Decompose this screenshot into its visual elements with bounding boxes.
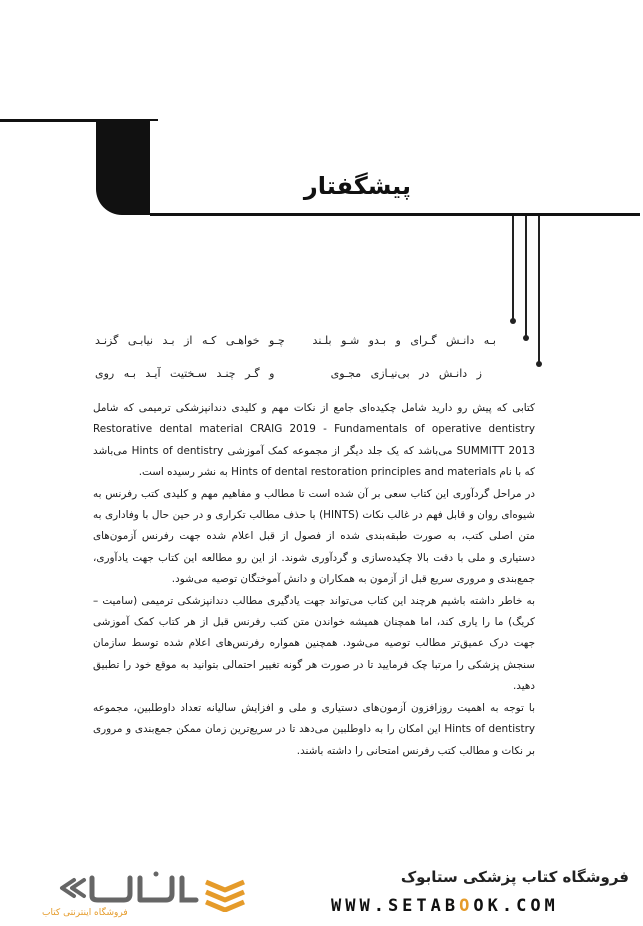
page-title: پیشگفتار xyxy=(303,172,411,200)
decorative-pin xyxy=(525,216,527,338)
url-part: WWW.SETAB xyxy=(331,896,460,916)
verse-line2-right: ز دانـش در بی‌نیـازی مجـوی xyxy=(330,367,482,380)
shop-name: فروشگاه کتاب پزشکی ستابوک xyxy=(400,868,629,886)
verse-line1-right: بـه دانـش گـرای و بـدو شـو بلـند xyxy=(312,334,496,347)
logo-subtitle: فروشگاه اینترنتی کتاب xyxy=(42,908,128,918)
setabook-logo[interactable] xyxy=(28,870,248,918)
preface-body xyxy=(93,398,535,762)
decorative-pin xyxy=(512,216,514,321)
url-part: OK.COM xyxy=(473,896,559,916)
header-rule-bottom xyxy=(150,213,640,216)
verse-line2-left: و گـر چنـد سـختیت آیـد بـه روی xyxy=(95,367,275,380)
body-paragraph: با توجه به اهمیت روزافزون آزمون‌های دستیاری و ملی و افزایش سالیانه تعداد داوطلبین، مجموعه Hints of dentistry این امکان را به داوطلبین می‌دهد تا در سریع‌ترین زمان ممکن جمع‌بندی و مروری بر نکات و مطالب کتب رفرنس امتحانی را داشته باشند. xyxy=(93,701,535,757)
url-accent-o: O xyxy=(459,896,474,916)
shop-url-link[interactable] xyxy=(331,896,559,916)
decorative-pin xyxy=(538,216,540,364)
book-stack-icon xyxy=(204,878,246,912)
verse-line1-left: چـو خواهـی کـه از بـد نیابـی گزنـد xyxy=(95,334,285,347)
body-paragraph: به خاطر داشته باشیم هرچند این کتاب می‌تواند جهت یادگیری مطالب دندانپزشکی ترمیمی (سامیت – کریگ) ما را یاری کند، اما همچنان همیشه خواندن متن کتب رفرنس قبل از هر کتاب کمک آموزشی جهت درک عمیق‌تر مطالب توصیه می‌شود. همچنین همواره رفرنس‌های اعلام شده توسط سازمان سنجش پزشکی را مرتبا چک فرمایید تا در صورت هر گونه تغییر احتمالی بتوانید به موقع خود را تطبیق دهید. xyxy=(93,594,535,693)
body-paragraph: کتابی که پیش رو دارید شامل چکیده‌ای جامع از نکات مهم و کلیدی دندانپزشکی ترمیمی که شامل Restorative dental material CRAIG 2019 - Fundamentals of operative dentistry SUMMITT 2013 می‌باشد که یک جلد دیگر از مجموعه کمک آموزشی Hints of dentistry می‌باشد که با نام Hints of dental restoration principles and materials به نشر رسیده است. xyxy=(93,402,535,479)
body-paragraph: در مراحل گردآوری این کتاب سعی بر آن شده است تا مطالب و مفاهیم مهم و کلیدی کتب رفرنس به شیوه‌ای روان و قابل فهم در غالب نکات (HINTS) با حذف مطالب تکراری و در حین حال با وفاداری به متن اصلی کتب، به صورت طبقه‌بندی شده از فصول از قبل اعلام شده جهت رفرنس آزمون‌های دستیاری و ملی با دقت بالا چکیده‌سازی و گردآوری شوند. از این رو مطالعه این کتاب جهت یادآوری، جمع‌بندی و مروری سریع قبل از آزمون به همکاران و دانش آموختگان توصیه می‌شود. xyxy=(93,487,535,586)
logo-wordmark-icon xyxy=(58,870,200,908)
watermark-fade xyxy=(0,770,643,860)
watermark-footer xyxy=(0,854,643,926)
